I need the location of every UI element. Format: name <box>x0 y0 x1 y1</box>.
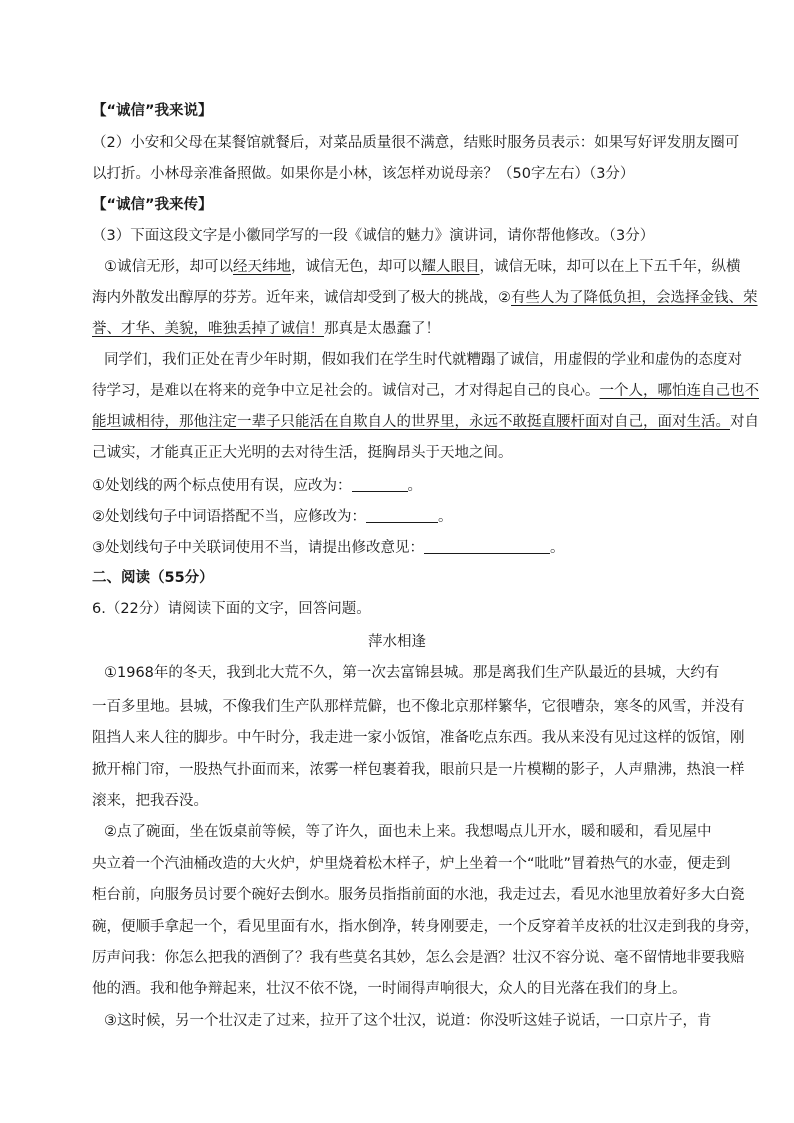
answer-3-prompt: ③处划线句子中关联词使用不当，请提出修改意见： <box>92 540 424 556</box>
answer-2-end: 。 <box>438 509 453 525</box>
speech-text: ，诚信无色，却可以 <box>291 259 422 275</box>
article-p1-line-5: 滚来，把我吞没。 <box>92 793 208 809</box>
answer-1-blank[interactable] <box>352 477 408 492</box>
speech-para-2-line-1: 同学们，我们正处在青少年时期，假如我们在学生时代就糟蹋了诚信，用虚假的学业和虚伪的态度对 <box>104 352 742 368</box>
article-p2-line-1: ②点了碗面，坐在饭桌前等候，等了许久，面也未上来。我想喝点儿开水，暖和暖和，看见屋中 <box>104 824 712 840</box>
question-6-intro: 6.（22分）请阅读下面的文字，回答问题。 <box>92 601 371 617</box>
answer-1-prompt: ①处划线的两个标点使用有误，应改为： <box>92 478 352 494</box>
speech-text: ，诚信无味，却可以在上下五千年，纵横 <box>479 259 741 275</box>
heading-chengxin-pass: 【“诚信”我来传】 <box>92 197 213 213</box>
article-p1-line-4: 掀开棉门帘，一股热气扑面而来，浓雾一样包裹着我，眼前只是一片模糊的影子，人声鼎沸，热浪一样 <box>92 762 745 778</box>
question-2-line-2: 以打折。小林母亲准备照做。如果你是小林，该怎样劝说母亲？（50字左右）（3分） <box>92 166 635 182</box>
answer-2-prompt: ②处划线句子中词语搭配不当，应修改为： <box>92 509 366 525</box>
article-p2-line-3: 柜台前，向服务员讨要个碗好去倒水。服务员指指前面的水池，我走过去，看见水池里放着好多大白瓷 <box>92 887 745 903</box>
article-p2-line-5: 厉声问我：你怎么把我的酒倒了？我有些莫名其妙，怎么会是酒？壮汉不容分说、毫不留情地非要我赔 <box>92 950 745 966</box>
article-p1-line-2: 一百多里地。县城，不像我们生产队那样荒僻，也不像北京那样繁华，它很嘈杂，寒冬的风雪，并没有 <box>92 699 745 715</box>
speech-para-2-line-3 <box>92 412 759 432</box>
answer-1-end: 。 <box>407 478 422 494</box>
underlined-sentence-2-end: 誉、才华、美貌，唯独丢掉了诚信！ <box>92 321 324 337</box>
answer-3-blank[interactable] <box>424 539 550 554</box>
heading-chengxin-say: 【“诚信”我来说】 <box>92 103 213 119</box>
section-reading-heading: 二、阅读（55分） <box>92 570 214 586</box>
speech-para-1-line-1 <box>104 257 744 277</box>
article-p1-line-3: 阻挡人来人往的脚步。中午时分，我走进一家小饭馆，准备吃点东西。我从来没有见过这样的饭馆，刚 <box>92 730 745 746</box>
article-p1-line-1: ①1968年的冬天，我到北大荒不久，第一次去富锦县城。那是离我们生产队最近的县城，大约有 <box>104 665 720 681</box>
answer-2-blank[interactable] <box>366 508 438 523</box>
answer-2 <box>92 507 732 527</box>
underlined-phrase-2: 耀人眼目 <box>421 259 480 275</box>
article-p3-line-1: ③这时候，另一个壮汉走了过来，拉开了这个壮汉，说道：你没听这娃子说话，一口京片子，肯 <box>104 1013 712 1029</box>
answer-3-end: 。 <box>550 540 565 556</box>
speech-text: 待学习，是难以在将来的竞争中立足社会的。诚信对己，才对得起自己的良心。 <box>92 383 600 399</box>
speech-text: 那真是太愚蠢了！ <box>324 321 440 337</box>
underlined-sentence-2: 有些人为了降低负担，会选择金钱、荣 <box>511 290 758 306</box>
speech-para-1-line-3 <box>92 319 732 339</box>
underlined-sentence-3-end: 能坦诚相待，那他注定一辈子只能活在自欺自人的世界里，永远不敢挺直腰杆面对自己，面对生活。 <box>92 414 730 430</box>
speech-para-2-line-2 <box>92 381 759 401</box>
answer-1 <box>92 476 732 496</box>
answer-3 <box>92 538 732 558</box>
article-p2-line-2: 央立着一个汽油桶改造的大火炉，炉里烧着松木样子，炉上坐着一个“吡吡”冒着热气的水壶，便走到 <box>92 856 731 872</box>
underlined-phrase-1: 经天纬地 <box>233 259 291 275</box>
speech-para-2-line-4: 己诚实，才能真正正大光明的去对待生活，挺胸昂头于天地之间。 <box>92 445 513 461</box>
question-2-line-1: （2）小安和父母在某餐馆就餐后，对菜品质量很不满意，结账时服务员表示：如果写好评发朋友圈可 <box>92 135 740 151</box>
speech-text: ①诚信无形，却可以 <box>104 259 233 275</box>
article-p2-line-4: 碗，便顺手拿起一个，看见里面有水，指水倒净，转身刚要走，一个反穿着羊皮袄的壮汉走到我的身旁， <box>92 919 759 935</box>
speech-para-1-line-2 <box>92 288 758 308</box>
speech-text: 对自 <box>730 414 759 430</box>
article-title: 萍水相逢 <box>368 634 426 650</box>
underlined-sentence-3: 一个人，哪怕连自己也不 <box>599 383 759 399</box>
speech-text: 海内外散发出醇厚的芬芳。近年来，诚信却受到了极大的挑战，② <box>92 290 511 306</box>
article-p2-line-6: 他的酒。我和他争辩起来，壮汉不依不饶，一时闹得声响很大，众人的目光落在我们的身上。 <box>92 981 687 997</box>
question-3-intro: （3）下面这段文字是小徽同学写的一段《诚信的魅力》演讲词，请你帮他修改。（3分） <box>92 228 655 244</box>
